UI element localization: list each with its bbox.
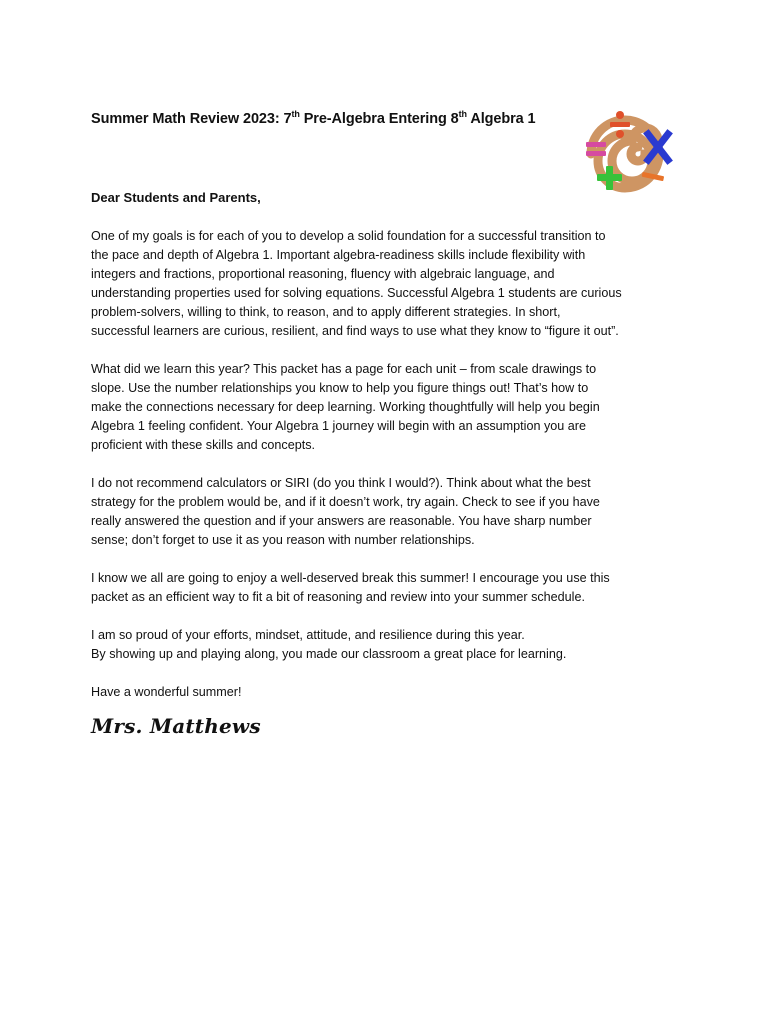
paragraph-calculators <box>91 474 691 550</box>
text-line: I do not recommend calculators or SIRI (do you think I would?). Think about what the best <box>91 476 591 490</box>
text-line: make the connections necessary for deep learning. Working thoughtfully will help you begin <box>91 400 600 414</box>
letter-body <box>91 227 691 702</box>
paragraph-what-we-learned <box>91 360 691 455</box>
text-line: One of my goals is for each of you to develop a solid foundation for a successful transition to <box>91 229 606 243</box>
text-line: successful learners are curious, resilient, and find ways to use what they know to “figure it out”. <box>91 324 619 338</box>
title-text-part3: Algebra 1 <box>466 111 536 127</box>
signature: Mrs. Matthews <box>91 714 261 738</box>
title-text-part2: Pre-Algebra Entering 8 <box>299 111 459 127</box>
text-line: really answered the question and if your answers are reasonable. You have sharp number <box>91 514 592 528</box>
text-line: understanding properties used for solving equations. Successful Algebra 1 students are curious <box>91 286 622 300</box>
text-line: I know we all are going to enjoy a well-deserved break this summer! I encourage you use this <box>91 571 610 585</box>
page-title <box>91 111 536 127</box>
title-superscript-2: th <box>458 109 467 119</box>
text-line: integers and fractions, proportional reasoning, fluency with algebraic language, and <box>91 267 555 281</box>
title-text-part1: Summer Math Review 2023: 7 <box>91 111 292 127</box>
text-line: the pace and depth of Algebra 1. Important algebra-readiness skills include flexibility with <box>91 248 586 262</box>
math-operations-spiral-icon <box>570 104 680 196</box>
text-line: By showing up and playing along, you made our classroom a great place for learning. <box>91 647 567 661</box>
paragraph-proud <box>91 626 691 664</box>
title-superscript-1: th <box>291 109 300 119</box>
letter-greeting: Dear Students and Parents, <box>91 190 261 205</box>
text-line: sense; don’t forget to use it as you reason with number relationships. <box>91 533 475 547</box>
paragraph-goals <box>91 227 691 341</box>
text-line: problem-solvers, willing to think, to reason, and to apply different strategies. In short, <box>91 305 561 319</box>
paragraph-summer-break <box>91 569 691 607</box>
text-line: What did we learn this year? This packet has a page for each unit – from scale drawings to <box>91 362 597 376</box>
text-line: Algebra 1 feeling confident. Your Algebra 1 journey will begin with an assumption you are <box>91 419 586 433</box>
text-line: slope. Use the number relationships you know to help you figure things out! That’s how to <box>91 381 589 395</box>
text-line: proficient with these skills and concepts. <box>91 438 316 452</box>
text-line: strategy for the problem would be, and if it doesn’t work, try again. Check to see if you have <box>91 495 600 509</box>
closing-line: Have a wonderful summer! <box>91 685 242 699</box>
text-line: I am so proud of your efforts, mindset, attitude, and resilience during this year. <box>91 628 525 642</box>
text-line: packet as an efficient way to fit a bit of reasoning and review into your summer schedule. <box>91 590 585 604</box>
